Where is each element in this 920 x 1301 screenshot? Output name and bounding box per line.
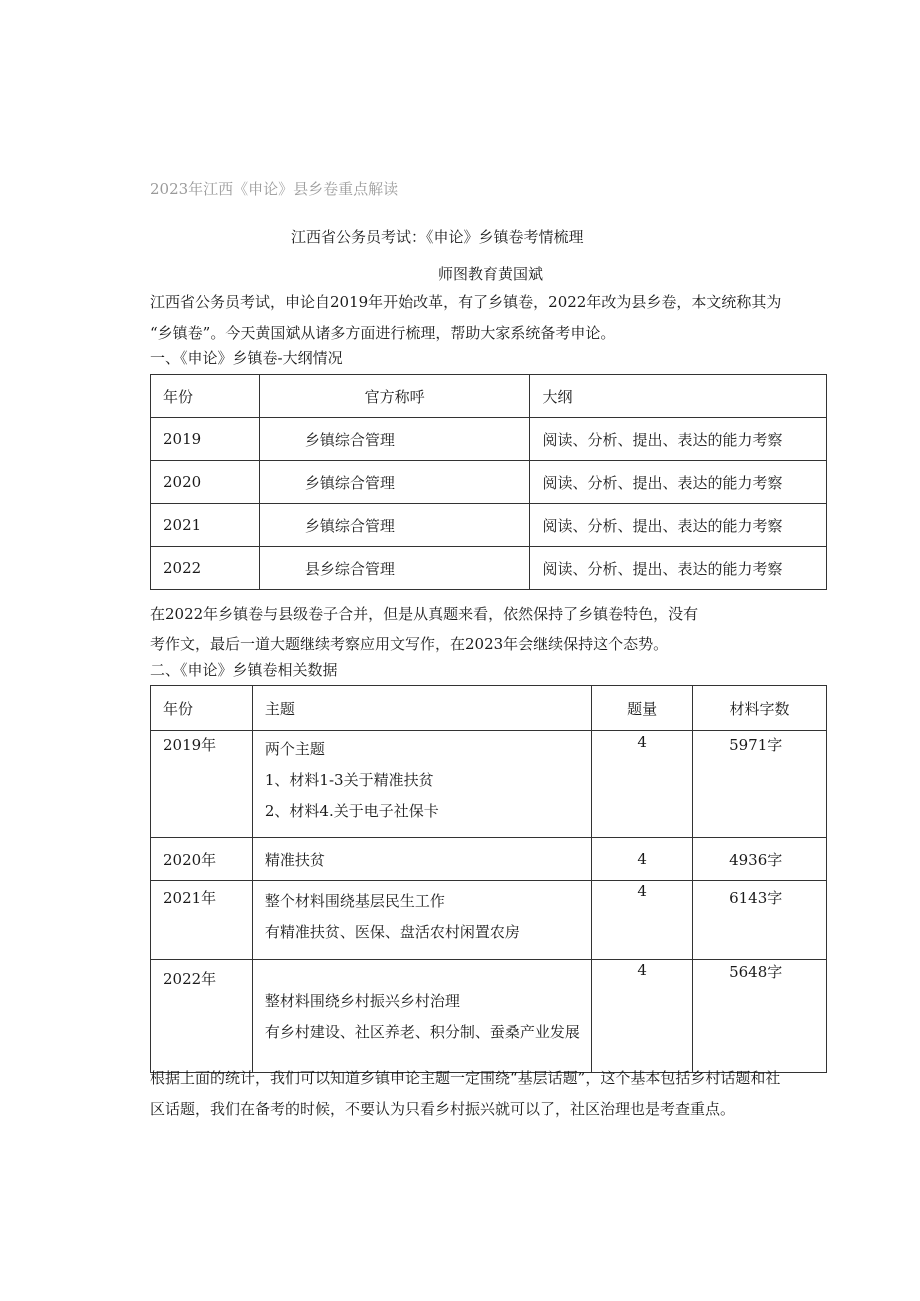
author-line: 师图教育黄国斌: [438, 265, 544, 283]
title-cell: 乡镇综合管理: [259, 418, 530, 461]
year-cell: 2022年: [151, 960, 253, 1073]
title-cell: 县乡综合管理: [259, 547, 530, 590]
words-cell: 5971字: [693, 731, 827, 838]
outline-cell: 阅读、分析、提出、表达的能力考察: [530, 461, 827, 504]
table-row: [151, 881, 827, 960]
year-cell: 2022: [151, 547, 260, 590]
year-cell: 2021: [151, 504, 260, 547]
topic-line: 有精准扶贫、医保、盘活农村闲置农房: [264, 923, 520, 941]
outline-cell: 阅读、分析、提出、表达的能力考察: [530, 418, 827, 461]
year-cell: 2020年: [151, 838, 253, 881]
title-cell: 乡镇综合管理: [259, 461, 530, 504]
section2-heading: 二、《申论》乡镇卷相关数据: [150, 661, 338, 679]
section1-heading: 一、《申论》乡镇卷-大纲情况: [150, 349, 343, 367]
topic-line: 整个材料围绕基层民生工作: [264, 892, 445, 910]
year-cell: 2019年: [151, 731, 253, 838]
topic-line: 有乡村建设、社区养老、积分制、蚕桑产业发展: [264, 1023, 580, 1041]
table-row: [151, 960, 827, 1073]
table-header-row: [151, 375, 827, 418]
outline-cell: 阅读、分析、提出、表达的能力考察: [530, 547, 827, 590]
table-row: [151, 731, 827, 838]
data-table: [150, 685, 827, 1073]
year-cell: 2020: [151, 461, 260, 504]
topic-cell: [252, 881, 591, 960]
year-cell: 2021年: [151, 881, 253, 960]
year-cell: 2019: [151, 418, 260, 461]
header-cell: 年份: [151, 686, 253, 731]
title-cell: 乡镇综合管理: [259, 504, 530, 547]
outline-cell: 阅读、分析、提出、表达的能力考察: [530, 504, 827, 547]
count-cell: 4: [592, 838, 693, 881]
intro-line-2: “乡镇卷”。今天黄国斌从诸多方面进行梳理，帮助大家系统备考申论。: [150, 324, 616, 342]
topic-cell: 精准扶贫: [252, 838, 591, 881]
table-row: [151, 504, 827, 547]
table-row: [151, 547, 827, 590]
words-cell: 6143字: [693, 881, 827, 960]
words-cell: 4936字: [693, 838, 827, 881]
words-cell: 5648字: [693, 960, 827, 1073]
topic-line: 整材料围绕乡村振兴乡村治理: [264, 992, 460, 1010]
topic-line: 2、材料4.关于电子社保卡: [264, 802, 439, 820]
count-cell: 4: [592, 731, 693, 838]
topic-cell: [252, 960, 591, 1073]
outline-table: [150, 374, 827, 590]
topic-line: 两个主题: [264, 740, 325, 758]
article-subtitle: 江西省公务员考试：《申论》乡镇卷考情梳理: [291, 228, 584, 246]
middle-line-2: 考作文，最后一道大题继续考察应用文写作，在2023年会继续保持这个态势。: [150, 635, 669, 653]
count-cell: 4: [592, 960, 693, 1073]
topic-line: 1、材料1-3关于精准扶贫: [264, 771, 434, 789]
table-row: [151, 418, 827, 461]
header-cell: 主题: [252, 686, 591, 731]
middle-line-1: 在2022年乡镇卷与县级卷子合并，但是从真题来看，依然保持了乡镇卷特色，没有: [150, 605, 699, 623]
intro-line-1: 江西省公务员考试，申论自2019年开始改革，有了乡镇卷，2022年改为县乡卷，本文统称其为: [150, 293, 782, 311]
table-row: [151, 461, 827, 504]
header-cell: 材料字数: [693, 686, 827, 731]
header-cell: 题量: [592, 686, 693, 731]
table-row: [151, 838, 827, 881]
header-cell: 官方称呼: [259, 375, 530, 418]
table-header-row: [151, 686, 827, 731]
document-title: 2023年江西《申论》县乡卷重点解读: [150, 180, 399, 198]
count-cell: 4: [592, 881, 693, 960]
header-cell: 年份: [151, 375, 260, 418]
conclusion-line-1: 根据上面的统计，我们可以知道乡镇申论主题一定围绕“基层话题”，这个基本包括乡村话题和社: [150, 1069, 781, 1087]
topic-cell: [252, 731, 591, 838]
conclusion-line-2: 区话题，我们在备考的时候，不要认为只看乡村振兴就可以了，社区治理也是考查重点。: [150, 1100, 736, 1118]
header-cell: 大纲: [530, 375, 827, 418]
